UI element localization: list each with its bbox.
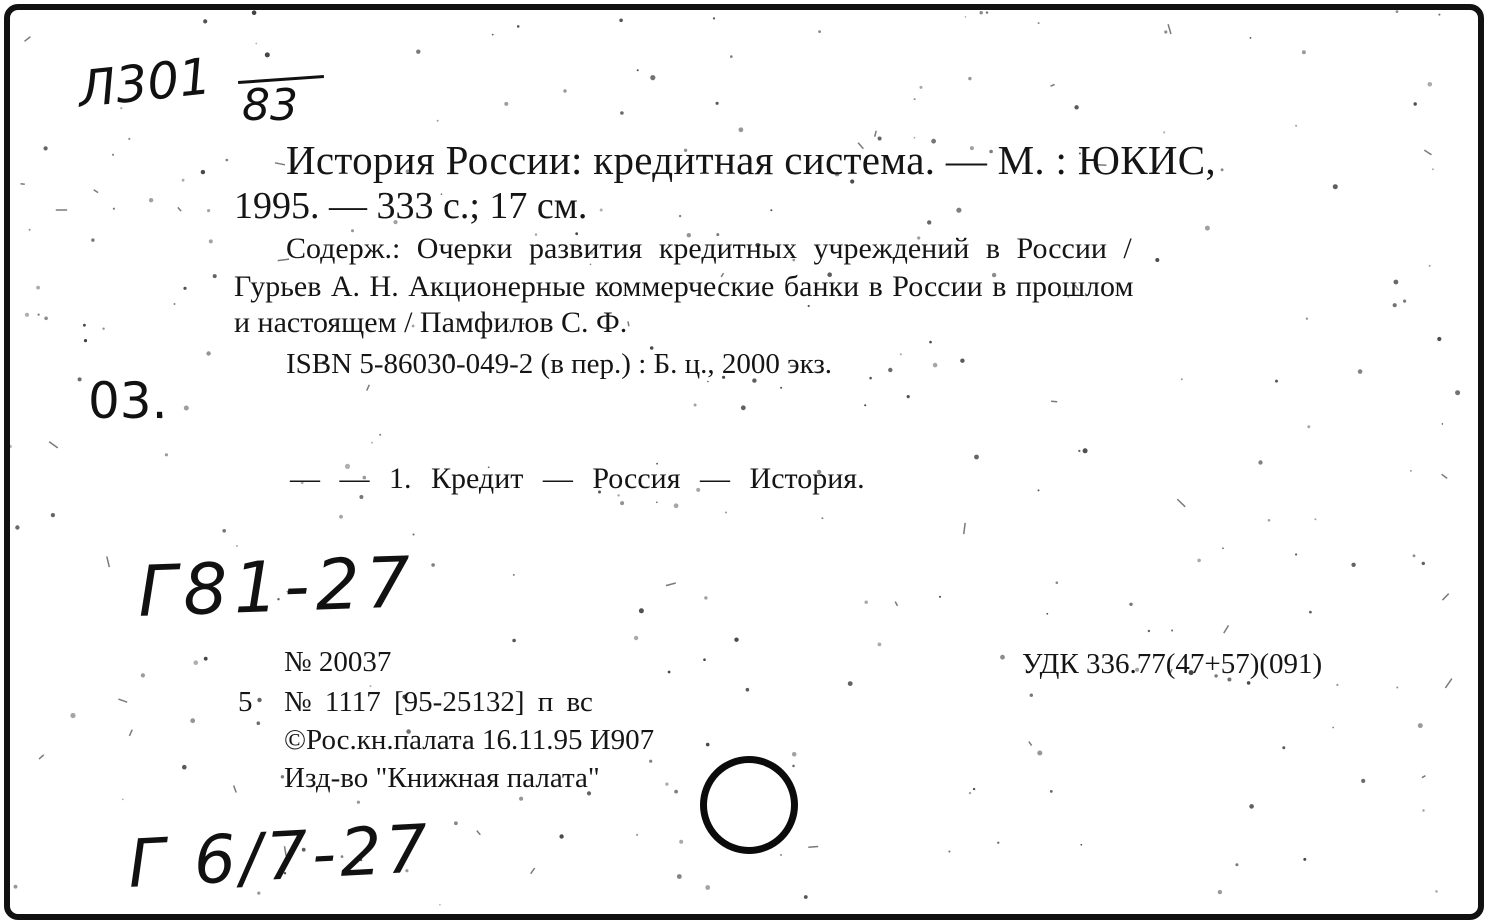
speckle [703, 658, 706, 661]
speckle-dash [234, 786, 237, 793]
speckle [1396, 10, 1399, 13]
speckle [706, 743, 710, 747]
speckle [15, 525, 19, 529]
speckle [1333, 184, 1338, 189]
speckle [694, 404, 697, 407]
speckle [1074, 105, 1078, 109]
speckle [431, 563, 435, 567]
record-contents-line-1: Содерж.: Очерки развития кредитных учреждений в России / [286, 232, 1132, 265]
handwritten-call-number: Л301 [75, 47, 214, 119]
speckle [1235, 863, 1238, 866]
speckle [1046, 613, 1048, 615]
speckle [1418, 723, 1423, 728]
speckle [1056, 581, 1059, 584]
speckle [929, 341, 932, 344]
speckle [636, 834, 638, 836]
speckle [980, 11, 983, 14]
speckle [746, 688, 750, 692]
speckle [1129, 603, 1132, 606]
speckle [1163, 131, 1165, 133]
speckle-dash [1029, 742, 1032, 746]
speckle [413, 534, 415, 536]
speckle [1396, 687, 1398, 689]
speckle [226, 159, 229, 162]
record-title-line: История России: кредитная система. — М. : ЮКИС, [286, 137, 1216, 183]
speckle [559, 834, 563, 838]
speckle [112, 154, 114, 156]
speckle [1181, 378, 1183, 380]
speckle [713, 17, 715, 19]
speckle [1078, 450, 1080, 452]
speckle [437, 120, 439, 122]
speckle [44, 146, 48, 150]
speckle [10, 445, 12, 448]
speckle [513, 574, 515, 576]
speckle [674, 503, 679, 508]
speckle [182, 765, 187, 770]
speckle [165, 453, 168, 456]
speckle-dash [531, 868, 535, 874]
speckle [600, 209, 603, 212]
speckle [184, 406, 189, 411]
speckle [1410, 470, 1412, 472]
speckle [900, 353, 902, 355]
speckle [454, 821, 458, 825]
speckle-dash [1442, 474, 1448, 478]
speckle [933, 363, 938, 368]
footer-number-1: № 20037 [284, 646, 392, 678]
speckle [1414, 102, 1417, 105]
speckle [265, 52, 270, 57]
speckle-dash [118, 699, 127, 702]
speckle [174, 303, 176, 305]
speckle [84, 339, 87, 342]
speckle [1309, 611, 1312, 614]
speckle [914, 98, 916, 100]
speckle [1307, 425, 1310, 428]
speckle [656, 502, 658, 504]
speckle [986, 11, 988, 13]
speckle-dash [1051, 85, 1055, 87]
speckle [1302, 50, 1306, 54]
speckle [1038, 489, 1040, 491]
speckle [201, 170, 205, 174]
speckle [734, 638, 738, 642]
speckle [739, 127, 744, 132]
speckle [1422, 809, 1424, 811]
speckle [780, 387, 782, 389]
record-contents-line-2: Гурьев А. Н. Акционерные коммерческие банки в России в прошлом [234, 270, 1134, 303]
speckle [705, 885, 710, 890]
speckle [183, 287, 186, 290]
speckle [113, 208, 115, 210]
speckle [379, 434, 381, 436]
speckle [1247, 681, 1251, 685]
speckle [639, 608, 644, 613]
speckle-dash [666, 583, 676, 586]
speckle [190, 718, 195, 723]
speckle-dash [1224, 625, 1229, 633]
speckle-dash [49, 442, 58, 448]
speckle [25, 313, 29, 317]
speckle-dash [808, 847, 818, 848]
speckle-dash [367, 385, 370, 391]
speckle [51, 513, 55, 517]
speckle [704, 596, 707, 599]
speckle-dash [25, 37, 31, 42]
speckle [1393, 303, 1397, 307]
speckle [38, 314, 40, 316]
speckle [563, 89, 566, 92]
speckle [416, 50, 420, 54]
speckle-dash [628, 321, 629, 326]
speckle [517, 25, 520, 28]
speckle [1218, 890, 1222, 894]
speckle [973, 788, 975, 790]
speckle [1438, 14, 1440, 16]
speckle [252, 10, 257, 15]
speckle [634, 636, 638, 640]
speckle [804, 895, 808, 899]
speckle [1437, 337, 1441, 341]
speckle-dash [895, 602, 897, 606]
speckle [203, 19, 207, 23]
speckle [141, 673, 145, 677]
speckle [1336, 684, 1338, 686]
speckle [1295, 553, 1297, 555]
speckle [1432, 168, 1434, 170]
speckle [792, 765, 795, 768]
speckle-dash [129, 730, 132, 736]
speckle [939, 596, 941, 598]
speckle [770, 209, 772, 211]
speckle-dash [39, 755, 44, 759]
speckle [974, 455, 979, 460]
speckle [878, 643, 882, 647]
speckle-dash [1168, 24, 1171, 34]
speckle [1250, 37, 1252, 39]
speckle [149, 198, 153, 202]
speckle [14, 885, 18, 889]
speckle [1249, 804, 1254, 809]
speckle [665, 783, 668, 786]
speckle [1205, 226, 1210, 231]
handwritten-shelf-code-1: Г81-27 [136, 541, 418, 633]
speckle [780, 854, 782, 856]
speckle [650, 75, 655, 80]
speckle [1282, 746, 1285, 749]
footer-udk: УДК 336.77(47+57)(091) [1022, 648, 1323, 680]
speckle [1442, 423, 1444, 425]
speckle [194, 660, 199, 665]
speckle [206, 351, 210, 355]
speckle [620, 111, 624, 115]
speckle [1429, 265, 1431, 267]
speckle [637, 69, 639, 71]
speckle [204, 657, 208, 661]
speckle-dash [1422, 776, 1426, 778]
speckle-dash [21, 184, 25, 185]
handwritten-mark-03: 03. [88, 372, 168, 430]
speckle [1413, 554, 1416, 557]
speckle-dash [477, 831, 481, 835]
speckle [1275, 380, 1278, 383]
speckle [1394, 280, 1399, 285]
speckle [1455, 390, 1460, 395]
speckle-dash [1442, 594, 1448, 600]
speckle-dash [107, 557, 110, 568]
speckle [70, 713, 75, 718]
speckle [1197, 559, 1201, 563]
speckle-dash [964, 523, 966, 534]
speckle [1222, 547, 1224, 549]
speckle [730, 55, 733, 58]
speckle [91, 238, 94, 241]
speckle [128, 138, 130, 140]
speckle [1164, 30, 1167, 33]
speckle [371, 442, 373, 444]
record-imprint-line: 1995. — 333 с.; 17 см. [234, 185, 588, 227]
speckle [1295, 125, 1297, 127]
speckle [122, 799, 124, 801]
speckle [1351, 563, 1355, 567]
speckle-dash [94, 190, 98, 193]
speckle [257, 698, 261, 702]
speckle [1083, 448, 1088, 453]
speckle [808, 305, 810, 307]
speckle [1080, 844, 1082, 846]
speckle [960, 359, 964, 363]
speckle [792, 752, 797, 757]
speckle-dash [1177, 499, 1185, 507]
record-contents-line-3: и настоящем / Памфилов С. Ф. [234, 306, 628, 339]
speckle [44, 317, 48, 321]
speckle [649, 760, 652, 763]
handwritten-shelf-code-2: Г 6/7-27 [126, 810, 434, 903]
speckle [29, 229, 31, 231]
speckle [78, 377, 82, 381]
speckle [36, 286, 40, 290]
speckle [968, 77, 971, 80]
speckle [668, 671, 671, 674]
speckle [1314, 518, 1316, 520]
catalog-card [4, 4, 1484, 920]
speckle [1428, 82, 1433, 87]
punch-hole [700, 756, 798, 854]
speckle [869, 377, 872, 380]
speckle [888, 368, 892, 372]
speckle [716, 102, 719, 105]
speckle [865, 601, 868, 604]
speckle [920, 86, 923, 89]
speckle [619, 19, 623, 23]
speckle [821, 517, 823, 519]
speckle [519, 797, 523, 801]
speckle [956, 208, 961, 213]
speckle [620, 501, 624, 505]
speckle [1435, 890, 1438, 893]
speckle [255, 43, 257, 45]
speckle [679, 215, 681, 217]
footer-number-2: № 1117 [95-25132] п вс [284, 686, 593, 718]
speckle [1030, 694, 1033, 697]
speckle [1155, 258, 1159, 262]
speckle [439, 904, 441, 906]
speckle [207, 209, 210, 212]
speckle [1403, 300, 1406, 303]
speckle [182, 179, 185, 182]
speckle-dash [1424, 150, 1431, 155]
speckle [512, 639, 516, 643]
speckle-dash [1445, 679, 1452, 688]
record-isbn-line: ISBN 5-86030-049-2 (в пер.) : Б. ц., 2000 экз. [286, 348, 833, 380]
speckle [1422, 562, 1425, 565]
speckle [1221, 168, 1224, 171]
speckle [907, 395, 910, 398]
speckle [674, 790, 678, 794]
footer-number-prefix: 5 [238, 686, 253, 718]
speckle [357, 801, 360, 804]
speckle [679, 840, 683, 844]
handwritten-call-number-fraction: 83 [242, 80, 298, 131]
speckle [1000, 655, 1005, 660]
speckle-dash [275, 163, 285, 165]
speckle [927, 220, 931, 224]
footer-publisher: Изд-во "Книжная палата" [284, 762, 600, 794]
speckle [725, 512, 727, 514]
speckle [492, 34, 494, 36]
speckle [257, 721, 261, 725]
record-subject-line: — — 1. Кредит — Россия — История. [290, 462, 865, 495]
speckle [864, 404, 866, 406]
speckle [677, 874, 682, 879]
speckle [1303, 858, 1306, 861]
speckle [965, 16, 967, 18]
speckle [339, 515, 343, 519]
speckle [1332, 727, 1334, 729]
speckle [741, 405, 746, 410]
speckle [1148, 630, 1150, 632]
speckle [83, 324, 86, 327]
speckle-dash [178, 207, 181, 211]
speckle [997, 842, 999, 844]
speckle [1171, 630, 1173, 632]
footer-copyright: ©Рос.кн.палата 16.11.95 И907 [284, 724, 655, 756]
speckle [1038, 22, 1040, 24]
speckle [1258, 460, 1262, 464]
speckle [1037, 751, 1042, 756]
speckle [504, 102, 508, 106]
speckle [102, 328, 104, 330]
speckle [1306, 318, 1308, 320]
speckle [209, 239, 213, 243]
speckle [1361, 779, 1365, 783]
speckle [213, 274, 217, 278]
speckle [1050, 790, 1053, 793]
speckle [948, 851, 950, 853]
speckle [1358, 369, 1363, 374]
speckle [969, 792, 971, 794]
speckle [222, 529, 226, 533]
speckle [848, 681, 853, 686]
speckle [818, 30, 821, 33]
speckle [1268, 519, 1271, 522]
